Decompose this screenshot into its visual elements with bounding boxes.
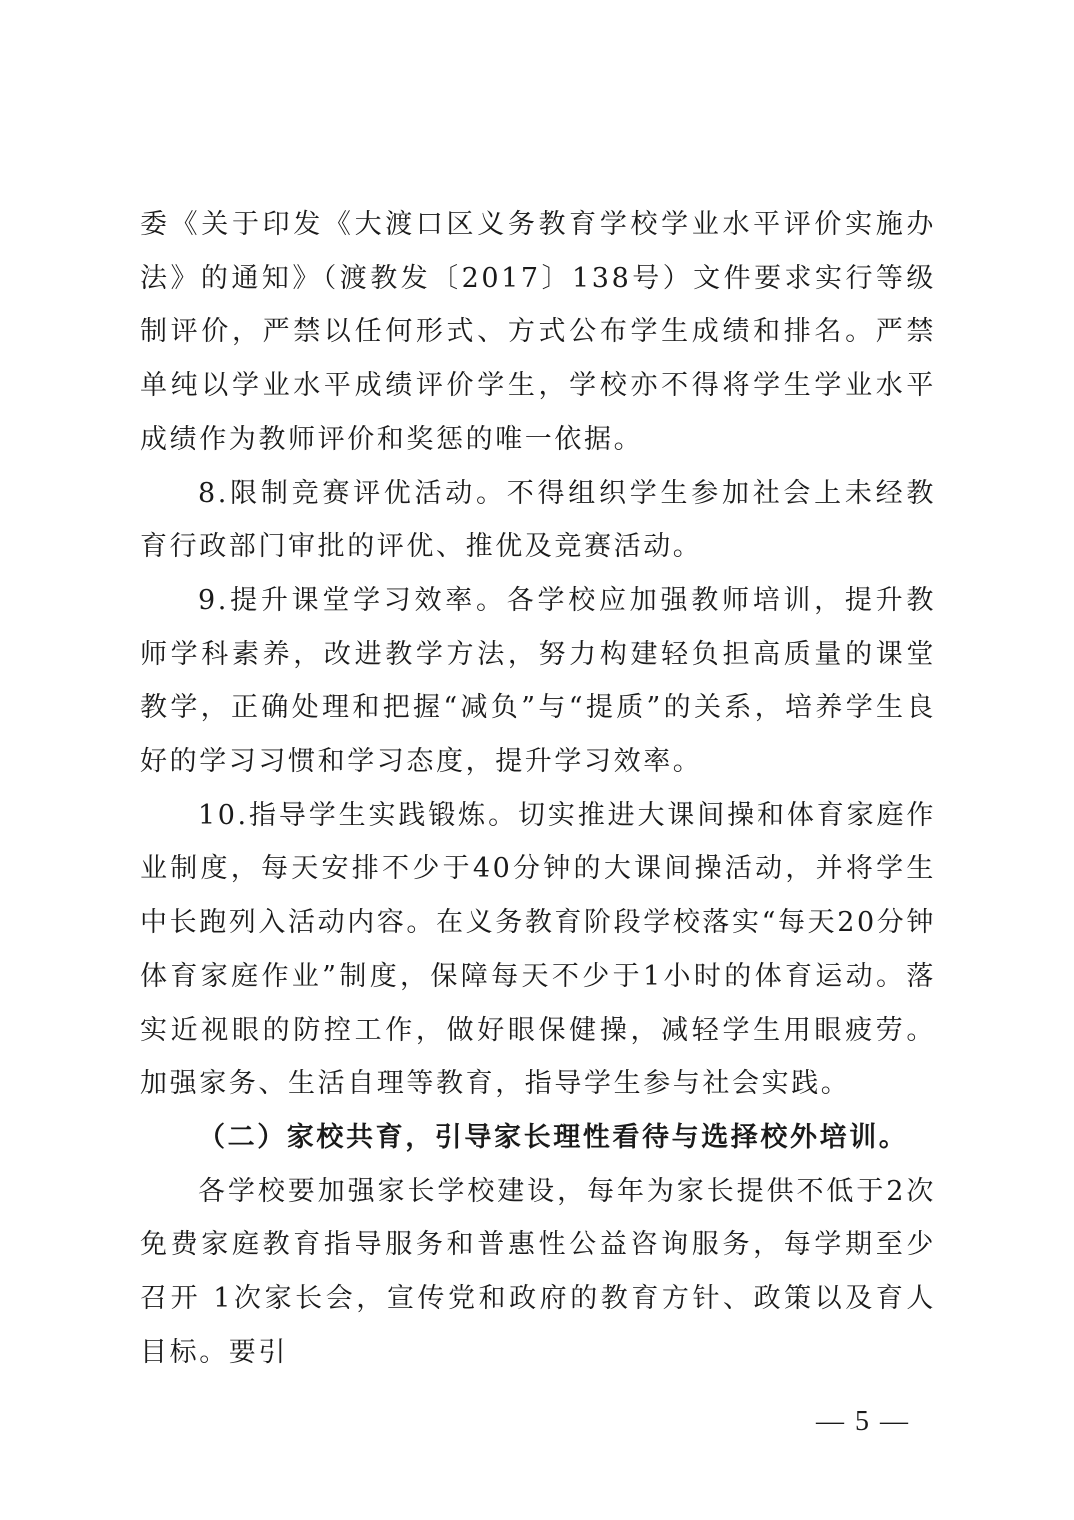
paragraph-item-10: 10.指导学生实践锻炼。切实推进大课间操和体育家庭作业制度，每天安排不少于40分钟的大课间操活动，并将学生中长跑列入活动内容。在义务教育阶段学校落实“每天20分钟体育家庭作业”制度，保障每天不少于1小时的体育运动。落实近视眼的防控工作，做好眼保健操，减轻学生用眼疲劳。加强家务、生活自理等教育，指导学生参与社会实践。 xyxy=(140,799,936,1100)
page-number: — 5 — xyxy=(816,1406,910,1437)
paragraph-item-9: 9.提升课堂学习效率。各学校应加强教师培训，提升教师学科素养，改进教学方法，努力构建轻负担高质量的课堂教学，正确处理和把握“减负”与“提质”的关系，培养学生良好的学习习惯和学习态度，提升学习效率。 xyxy=(140,584,936,778)
section-heading: （二）家校共育，引导家长理性看待与选择校外培训。 xyxy=(198,1121,909,1153)
paragraph-continued: 委《关于印发《大渡口区义务教育学校学业水平评价实施办法》的通知》（渡教发〔2017〕138号）文件要求实行等级制评价，严禁以任何形式、方式公布学生成绩和排名。严禁单纯以学业水平成绩评价学生，学校亦不得将学生学业水平成绩作为教师评价和奖惩的唯一依据。 xyxy=(140,209,936,455)
paragraph-item-8: 8.限制竞赛评优活动。不得组织学生参加社会上未经教育行政部门审批的评优、推优及竞赛活动。 xyxy=(140,477,936,563)
body-text xyxy=(140,198,936,1379)
paragraph-section-2-body: 各学校要加强家长学校建设，每年为家长提供不低于2次免费家庭教育指导服务和普惠性公益咨询服务，每学期至少召开 1次家长会，宣传党和政府的教育方针、政策以及育人目标。要引 xyxy=(140,1175,936,1368)
